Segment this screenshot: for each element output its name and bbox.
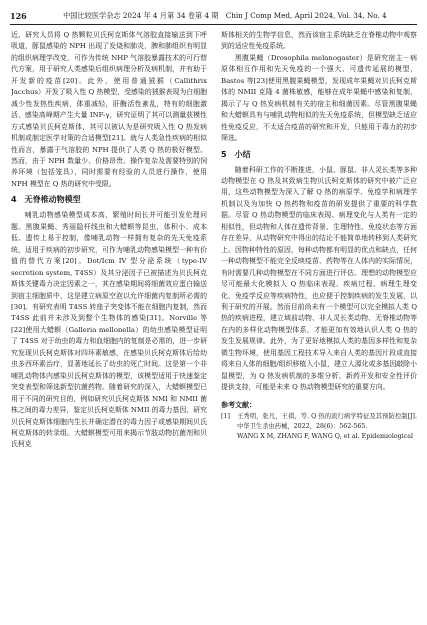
page-header: [10, 8, 417, 25]
page-number: 126: [10, 11, 27, 21]
body-paragraph: 黑腹果蝇（Drosophila melanogaster）是研究宿主－病原体相互作用和先天免疫的一个强大、可遗传延展的模型，Bastos 等[23]使用黑腹果蝇模型，发现成年果蝇对贝氏柯克斯体的 NMII 克隆 4 菌株敏感，能够在成年果蝇中感染和复制，揭示了与 Q 热发病机制有关的宿主和细菌因素。尽管黑腹果蝇和大蜡螟具有与哺乳动物相似的先天免疫系统，但模型缺乏适应性免疫反应，不太适合疫苗的研究和开发，只能用于毒力的初步筛选。: [221, 53, 417, 143]
reference-continuation: WANG X M, ZHANG F, WANG Q, et al. Epidemiological: [237, 432, 413, 440]
reference-entry: [221, 412, 417, 432]
body-paragraph: 随着科研工作的不断推进，小鼠、豚鼠、非人灵长类等多种动物模型在 Q 热及其致病生物贝氏柯克斯体的研究中被广泛应用，这些动物模型为深入了解 Q 热的病原学、免疫学和病理学机制以及为加快 Q 热药物和疫苗的研发提供了重要的科学数据。尽管 Q 热动物模型的临床表现、病理变化与人类有一定的相似性，但动物和人体在遗传背景、生理特性、免疫状态等方面存在差异，从动物研究中得出的结论不能简单地转移到人类研究上。因物种特性的原因，每种动物都有明显的优点和缺点，任何一种动物模型不能完全反映疫苗、药物等在人体内的实际情况，有时需要几种动物模型在不同方面进行评估。理想的动物模型应尽可能最大化模拟人 Q 热临床表现、疾病过程、病理生理变化、免疫学反应等疾病特性，也应便于控制疾病的发生发展，以利于研究的开展。然而目前尚未有一个模型可以完全模拟人类 Q 热的疾病进程，建立域前动物、非人灵长类动物、无脊椎动物等在内的多样化动物模型体系，才能更加有效地认识人类 Q 热的发生发展规律。此外，为了更好地模拟人类的基因多样性和复杂微生物环境，使用基因工程技术导入来自人类的基因片段或直接将来自人体的细胞/组织移植入小鼠，建立人源化或多基因敲除小鼠模型，为 Q 热发病机制的多维分析、新药开发和安全性评价提供支持，可能是未来 Q 热动物模型研究的重要方向。: [221, 165, 417, 392]
body-paragraph: 斯体相关的生物学信息，然而该宿主系统缺乏在脊椎动物中观察到的适应性免疫系统。: [221, 31, 417, 51]
references-heading: 参考文献：: [221, 400, 256, 409]
right-column: [221, 30, 417, 621]
section-heading-invertebrate-models: 4 无脊椎动物模型: [11, 195, 81, 205]
journal-running-title: 中国比较医学杂志 2024 年 4 月第 34 卷第 4 期 Chin J Comp Med, April 2024, Vol. 34, No. 4: [63, 11, 387, 20]
section-heading-summary: 5 小结: [221, 149, 251, 159]
left-column: [11, 30, 207, 621]
reference-number: [1]: [221, 412, 230, 420]
reference-text: 王秀明，张凡，王祺，等. Q 热的流行病学特征及其预防控制[J]. 中华卫生杀虫药械，2022，28(6)：562-565.: [237, 412, 417, 430]
body-paragraph: 近，研究人员将 Q 热颗粒贝氏柯克斯体气溶胶直接输送到下呼吸道，豚鼠感染的 NPH 出现了发烧和肺炎，脾和肺组织有明显的组织病理学改变，可作为传统 NHP 气溶胶暴露技术的可行替代方案，用于研究人类感染后组织病理分析及病机制，并有助于开发新的疫苗[20]。此外，使用普通狨猴（Callithrix Jacchus）开发了吸入性 Q 热模型，受感染的狨猴表现为白细胞减少性发热性疾病，体重减轻，肝酶活性紊乱，特有的细胞激活，感染高峰期产生大量 INF-γ，研究证明了其可以测量获模性方式感染贝氏柯克斯体，其可以被认为是研究吸入性 Q 热发病机制或制定医学对策的合适模型[21]。就与人类急性疾病的相似性而言，暴露于气溶胶的 NPH 提供了人类 Q 热的极好模型。然而，由于 NPH 数量少、价格昂贵、操作复杂及需要特别的饲养环境（包括笼具），同时需要有经验的人员进行操作，使用 NPH 模型在 Q 热的研究中受限。: [11, 31, 207, 188]
body-paragraph: 哺乳动物感染模型成本高，繁殖时间长并可能引发伦理问题。黑腹果蝇、秀丽隐杆线虫和大蜡螟等昆虫，体积小、成本低、遗传上易于控制，像哺乳动物一样拥有复杂的先天免疫系统，适用于疾病的初步研究，可作为哺乳动物感染模型一种有价值的替代方案[20]。Dot/Icm IV 型分泌系统（type-IV secretion system, T4SS）及其分泌因子已被描述为贝氏柯克斯体关键毒力决定因素之一，其在感染期间将细菌效应蛋白输送到宿主细胞质中，这是建立病原空泡以允许细菌内复制所必需的[30]。有研究表明 T4SS 转座子突变体不能在细胞内复制，然而 T4SS 此前并未涉及到整个生物体的感染[31]。Norville 等[22]使用大蜡螟（Galleria mellonella）的幼虫感染模型证明了 T4SS 对于幼虫的毒力和血细胞内的复制是必需的，进一步研究发现贝氏柯克斯体对四环素敏感，在感染贝氏柯克斯体后给幼虫多西环素治疗，显著地延长了幼虫的死亡时间。这是第一个非哺乳动物体内感染贝氏柯克斯体的模型，该模型适用于快速鉴定突变表型和筛选新型抗菌药物。随着研究的深入，大蜡螟模型已用于不同的研究目的，例如研究贝氏柯克斯体 NMI 和 NMII 菌株之间的毒力差异，鉴定贝氏柯克斯体 NMII 的毒力基因，研究贝氏柯克斯体细胞内生长并确定潜在的毒力因子或感染期间贝氏柯克斯体的转录组。大蜡螟模型可用来揭示节肢动物抗菌剂和贝氏柯克: [11, 211, 207, 449]
